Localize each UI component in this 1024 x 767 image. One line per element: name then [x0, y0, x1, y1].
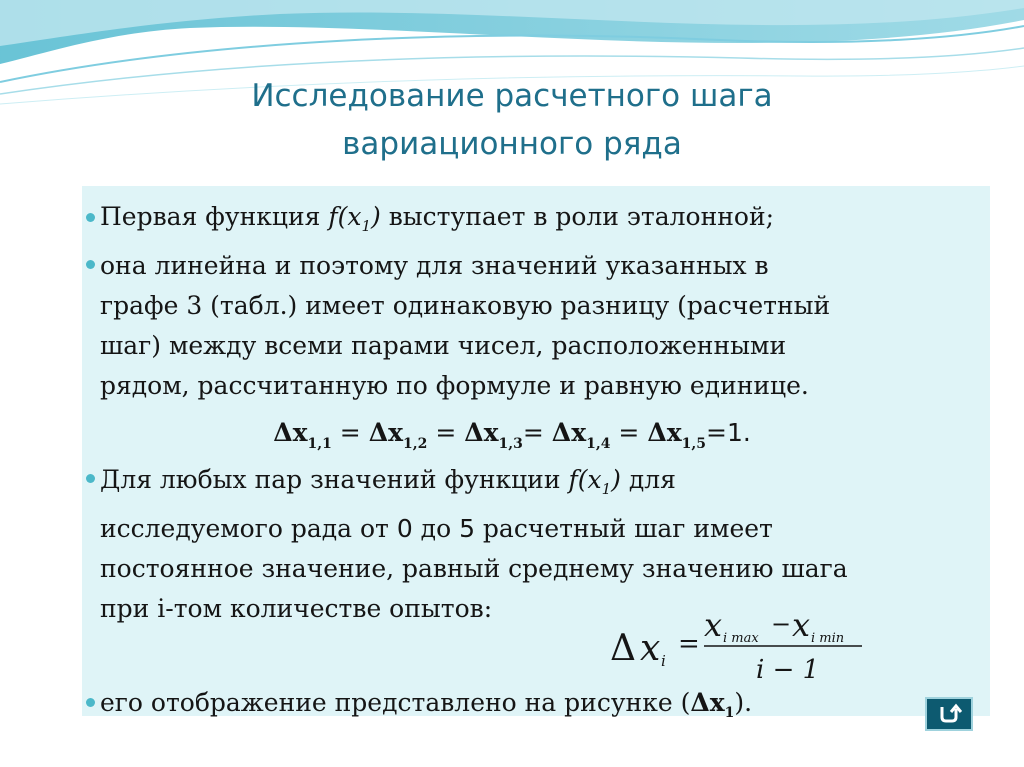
delta-x-term: Δx: [464, 418, 499, 447]
formula-minus: −: [771, 610, 792, 638]
delta-subscript: 1: [724, 705, 735, 721]
bullet-dot: [86, 213, 95, 222]
return-button[interactable]: [925, 697, 973, 731]
slide-title-line2: вариационного ряда: [342, 126, 682, 162]
delta-subscript: 1,5: [681, 436, 706, 452]
bullet-2-line: шаг) между всеми парами чисел, расположенными: [100, 331, 787, 360]
function-paren: ): [611, 465, 621, 494]
formula-numerator-x: x: [704, 606, 723, 644]
bullet-dot: [86, 260, 95, 269]
function-subscript: 1: [601, 480, 612, 498]
equals-sign: =: [427, 418, 465, 447]
bullet-3-line: [100, 460, 848, 509]
formula-denominator: i − 1: [756, 655, 820, 685]
bullet-3-line: постоянное значение, равный среднему значению шага: [100, 554, 848, 583]
bullet-3-text-part: до: [412, 514, 460, 543]
delta-subscript: 1,2: [403, 436, 428, 452]
bullet-2-text: [100, 246, 830, 406]
bullet-1-text-after: выступает в роли эталонной;: [380, 202, 775, 231]
bullet-3-text-part: расчетный шаг имеет: [474, 514, 773, 543]
bullet-3-text-after: для: [620, 465, 676, 494]
bullet-1-text-before: Первая функция: [100, 202, 329, 231]
function-paren: ): [370, 202, 381, 231]
bullet-3-line: [100, 509, 848, 549]
range-end-number: 5: [459, 514, 475, 543]
step-formula: [606, 604, 870, 686]
slide-title: [0, 72, 1024, 168]
formula-subscript: i: [661, 652, 666, 670]
bullet-dot: [86, 474, 95, 483]
formula-delta: Δ: [610, 628, 636, 669]
delta-x-term: Δx: [551, 418, 587, 447]
equals-sign: =: [705, 418, 727, 447]
formula-numerator-subscript: i max: [723, 631, 759, 646]
formula-equals: =: [678, 629, 700, 659]
delta-subscript: 1,1: [307, 436, 332, 452]
function-subscript: 1: [361, 217, 371, 235]
function-symbol: f(x: [328, 202, 362, 231]
return-arrow-icon: [936, 703, 962, 725]
delta-x-term: Δx: [647, 418, 682, 447]
bullet-2-line: рядом, рассчитанную по формуле и равную единице.: [100, 371, 809, 400]
bullet-3-line: при i-том количестве опытов:: [100, 594, 493, 623]
bullet-4-text-before: его отображение представлено на рисунке (: [100, 688, 691, 717]
function-symbol: f(x: [568, 465, 602, 494]
delta-x-term: Δx: [368, 418, 404, 447]
equals-sign: =: [331, 418, 369, 447]
delta-x-term: Δx: [273, 418, 308, 447]
delta-subscript: 1,4: [586, 436, 611, 452]
bullet-4-text-after: ).: [734, 688, 753, 717]
bullet-4-text: [100, 683, 752, 733]
delta-equation: [0, 418, 1024, 452]
delta-result: 1.: [726, 418, 751, 447]
bullet-dot: [86, 698, 95, 707]
bullet-1-text: [100, 197, 774, 246]
equals-sign: =: [522, 418, 552, 447]
delta-subscript: 1,3: [498, 436, 523, 452]
formula-numerator-subscript: i min: [811, 631, 845, 646]
bullet-2-line: она линейна и поэтому для значений указанных в: [100, 251, 769, 280]
range-start-number: 0: [396, 514, 413, 543]
delta-x-term: Δx: [690, 688, 725, 717]
formula-numerator-x: x: [792, 606, 811, 644]
bullet-3-text-before: Для любых пар значений функции: [100, 465, 569, 494]
slide-title-line1: Исследование расчетного шага: [251, 78, 773, 114]
equals-sign: =: [610, 418, 648, 447]
bullet-3-text-part: исследуемого рада от: [100, 514, 397, 543]
bullet-2-line: графе 3 (табл.) имеет одинаковую разницу (расчетный: [100, 291, 831, 320]
formula-x: x: [640, 628, 661, 669]
